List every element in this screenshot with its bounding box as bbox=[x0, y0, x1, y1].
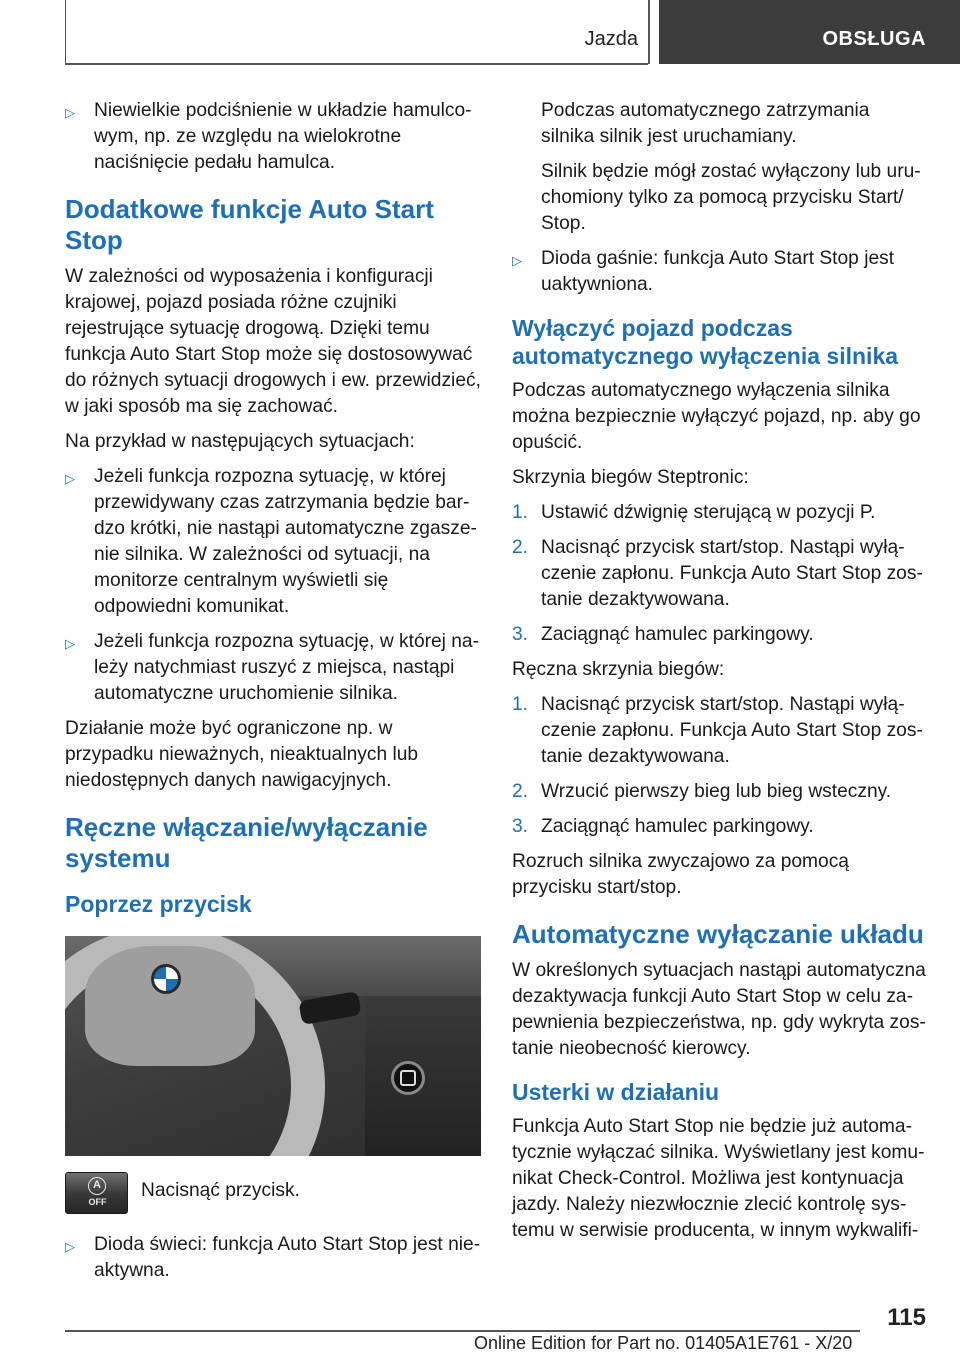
cockpit-photo bbox=[65, 936, 481, 1156]
triangle-bullet-icon: ▷ bbox=[65, 105, 75, 120]
list-item: 1. Ustawić dźwignię sterującą w pozycji P. bbox=[512, 502, 876, 523]
paragraph: Ręczna skrzynia biegów: bbox=[512, 659, 725, 680]
footer-rule bbox=[65, 1330, 860, 1332]
heading-via-button: Poprzez przycisk bbox=[65, 891, 252, 917]
header-chapter-label: OBSŁUGA bbox=[822, 28, 926, 50]
paragraph: Działanie może być ograniczone np. w przypadku nieważnych, nieaktualnych lub niedostępnych danych nawigacyjnych. bbox=[65, 718, 419, 791]
list-item-text: Jeżeli funkcja rozpozna sytuację, w której należy natychmiast ruszyć z miejsca, nastąpi automatyczne uruchomienie silnika. bbox=[94, 631, 479, 704]
heading-turn-off-vehicle: Wyłączyć pojazd podczas automatycznego wyłączenia silnika bbox=[512, 315, 899, 369]
list-item: 3. Zaciągnąć hamulec parkingowy. bbox=[512, 624, 814, 645]
heading-extra-functions: Dodatkowe funkcje Auto Start Stop bbox=[65, 194, 434, 255]
header-section-title: Jazda bbox=[584, 28, 638, 50]
footer-edition: Online Edition for Part no. 01405A1E761 - X/20 bbox=[474, 1333, 853, 1353]
list-item: 2. Wrzucić pierwszy bieg lub bieg wsteczny. bbox=[512, 781, 892, 802]
page-number: 115 bbox=[887, 1304, 926, 1331]
heading-auto-deactivation: Automatyczne wyłączanie układu bbox=[512, 919, 924, 949]
auto-start-stop-off-icon: A OFF bbox=[65, 1172, 128, 1214]
list-item-text: Dioda świeci: funkcja Auto Start Stop jest nieaktywna. bbox=[94, 1234, 481, 1281]
list-item bbox=[65, 464, 481, 620]
triangle-bullet-icon: ▷ bbox=[65, 1239, 75, 1254]
list-item bbox=[65, 1232, 481, 1284]
header-rule-bottom bbox=[65, 63, 648, 65]
paragraph: Rozruch silnika zwyczajowo za pomocą przycisku start/stop. bbox=[512, 851, 849, 898]
paragraph: W określonych sytuacjach nastąpi automatyczna dezaktywacja funkcji Auto Start Stop w celu zapewnienia bezpieczeństwa, np. gdy wykryta zostanie nieobecność kierowcy. bbox=[512, 960, 926, 1059]
list-item-text: Dioda gaśnie: funkcja Auto Start Stop jest uaktywniona. bbox=[541, 248, 895, 295]
paragraph: Podczas automatycznego zatrzymania silnika silnik jest uruchamiany. bbox=[541, 100, 870, 147]
list-item-text: Niewielkie podciśnienie w układzie hamulcowym, np. ze względu na wielokrotne naciśnięcie pedału hamulca. bbox=[94, 100, 472, 173]
triangle-bullet-icon: ▷ bbox=[65, 636, 75, 651]
header-rule-left bbox=[65, 0, 66, 64]
triangle-bullet-icon: ▷ bbox=[65, 471, 75, 486]
header-chapter-tab bbox=[659, 0, 960, 64]
paragraph: Funkcja Auto Start Stop nie będzie już automatycznie wyłączać silnika. Wyświetlany jest komunikat Check-Control. Możliwa jest kontynuacja jazdy. Należy niezwłocznie zlecić kontrolę systemu w serwisie producenta, w innym wykwalifi- bbox=[512, 1116, 925, 1241]
list-item bbox=[512, 246, 928, 298]
triangle-bullet-icon: ▷ bbox=[512, 253, 522, 268]
left-column bbox=[65, 98, 481, 1293]
heading-manual-toggle: Ręczne włączanie/wyłączanie systemu bbox=[65, 812, 428, 873]
heading-malfunctions: Usterki w działaniu bbox=[512, 1079, 720, 1105]
list-item bbox=[65, 629, 481, 707]
bmw-logo-icon bbox=[151, 964, 181, 994]
list-item-text: Jeżeli funkcja rozpozna sytuację, w której przewidywany czas zatrzymania będzie bardzo krótki, nie nastąpi automatyczne zgaszenie silnika. W zależności od sytuacji, na monitorze centralnym wyświetli się odpowiedni komunikat. bbox=[94, 466, 477, 617]
paragraph: Podczas automatycznego wyłączenia silnika można bezpiecznie wyłączyć pojazd, np. aby go opuścić. bbox=[512, 380, 921, 453]
press-label: Nacisnąć przycisk. bbox=[141, 1180, 300, 1201]
list-item bbox=[65, 98, 481, 176]
paragraph: W zależności od wyposażenia i konfiguracji krajowej, pojazd posiada różne czujniki rejestrujące sytuację drogową. Dzięki temu funkcja Auto Start Stop może się dostosowywać do różnych sytuacji drogowych i ew. przewidzieć, w jaki sposób ma się zachować. bbox=[65, 266, 481, 417]
list-item: 2. Nacisnąć przycisk start/stop. Nastąpi wyłączenie zapłonu. Funkcja Auto Start Stop zostanie dezaktywowana. bbox=[512, 537, 923, 610]
paragraph: Skrzynia biegów Steptronic: bbox=[512, 467, 749, 488]
list-item: 1. Nacisnąć przycisk start/stop. Nastąpi wyłączenie zapłonu. Funkcja Auto Start Stop zostanie dezaktywowana. bbox=[512, 694, 923, 767]
paragraph: Na przykład w następujących sytuacjach: bbox=[65, 431, 415, 452]
list-item: 3. Zaciągnąć hamulec parkingowy. bbox=[512, 816, 814, 837]
header-rule-divider bbox=[648, 0, 650, 64]
right-column bbox=[512, 98, 928, 1253]
press-instruction bbox=[65, 1172, 481, 1220]
paragraph: Silnik będzie mógł zostać wyłączony lub uruchomiony tylko za pomocą przycisku Start/ Stop. bbox=[541, 161, 921, 234]
